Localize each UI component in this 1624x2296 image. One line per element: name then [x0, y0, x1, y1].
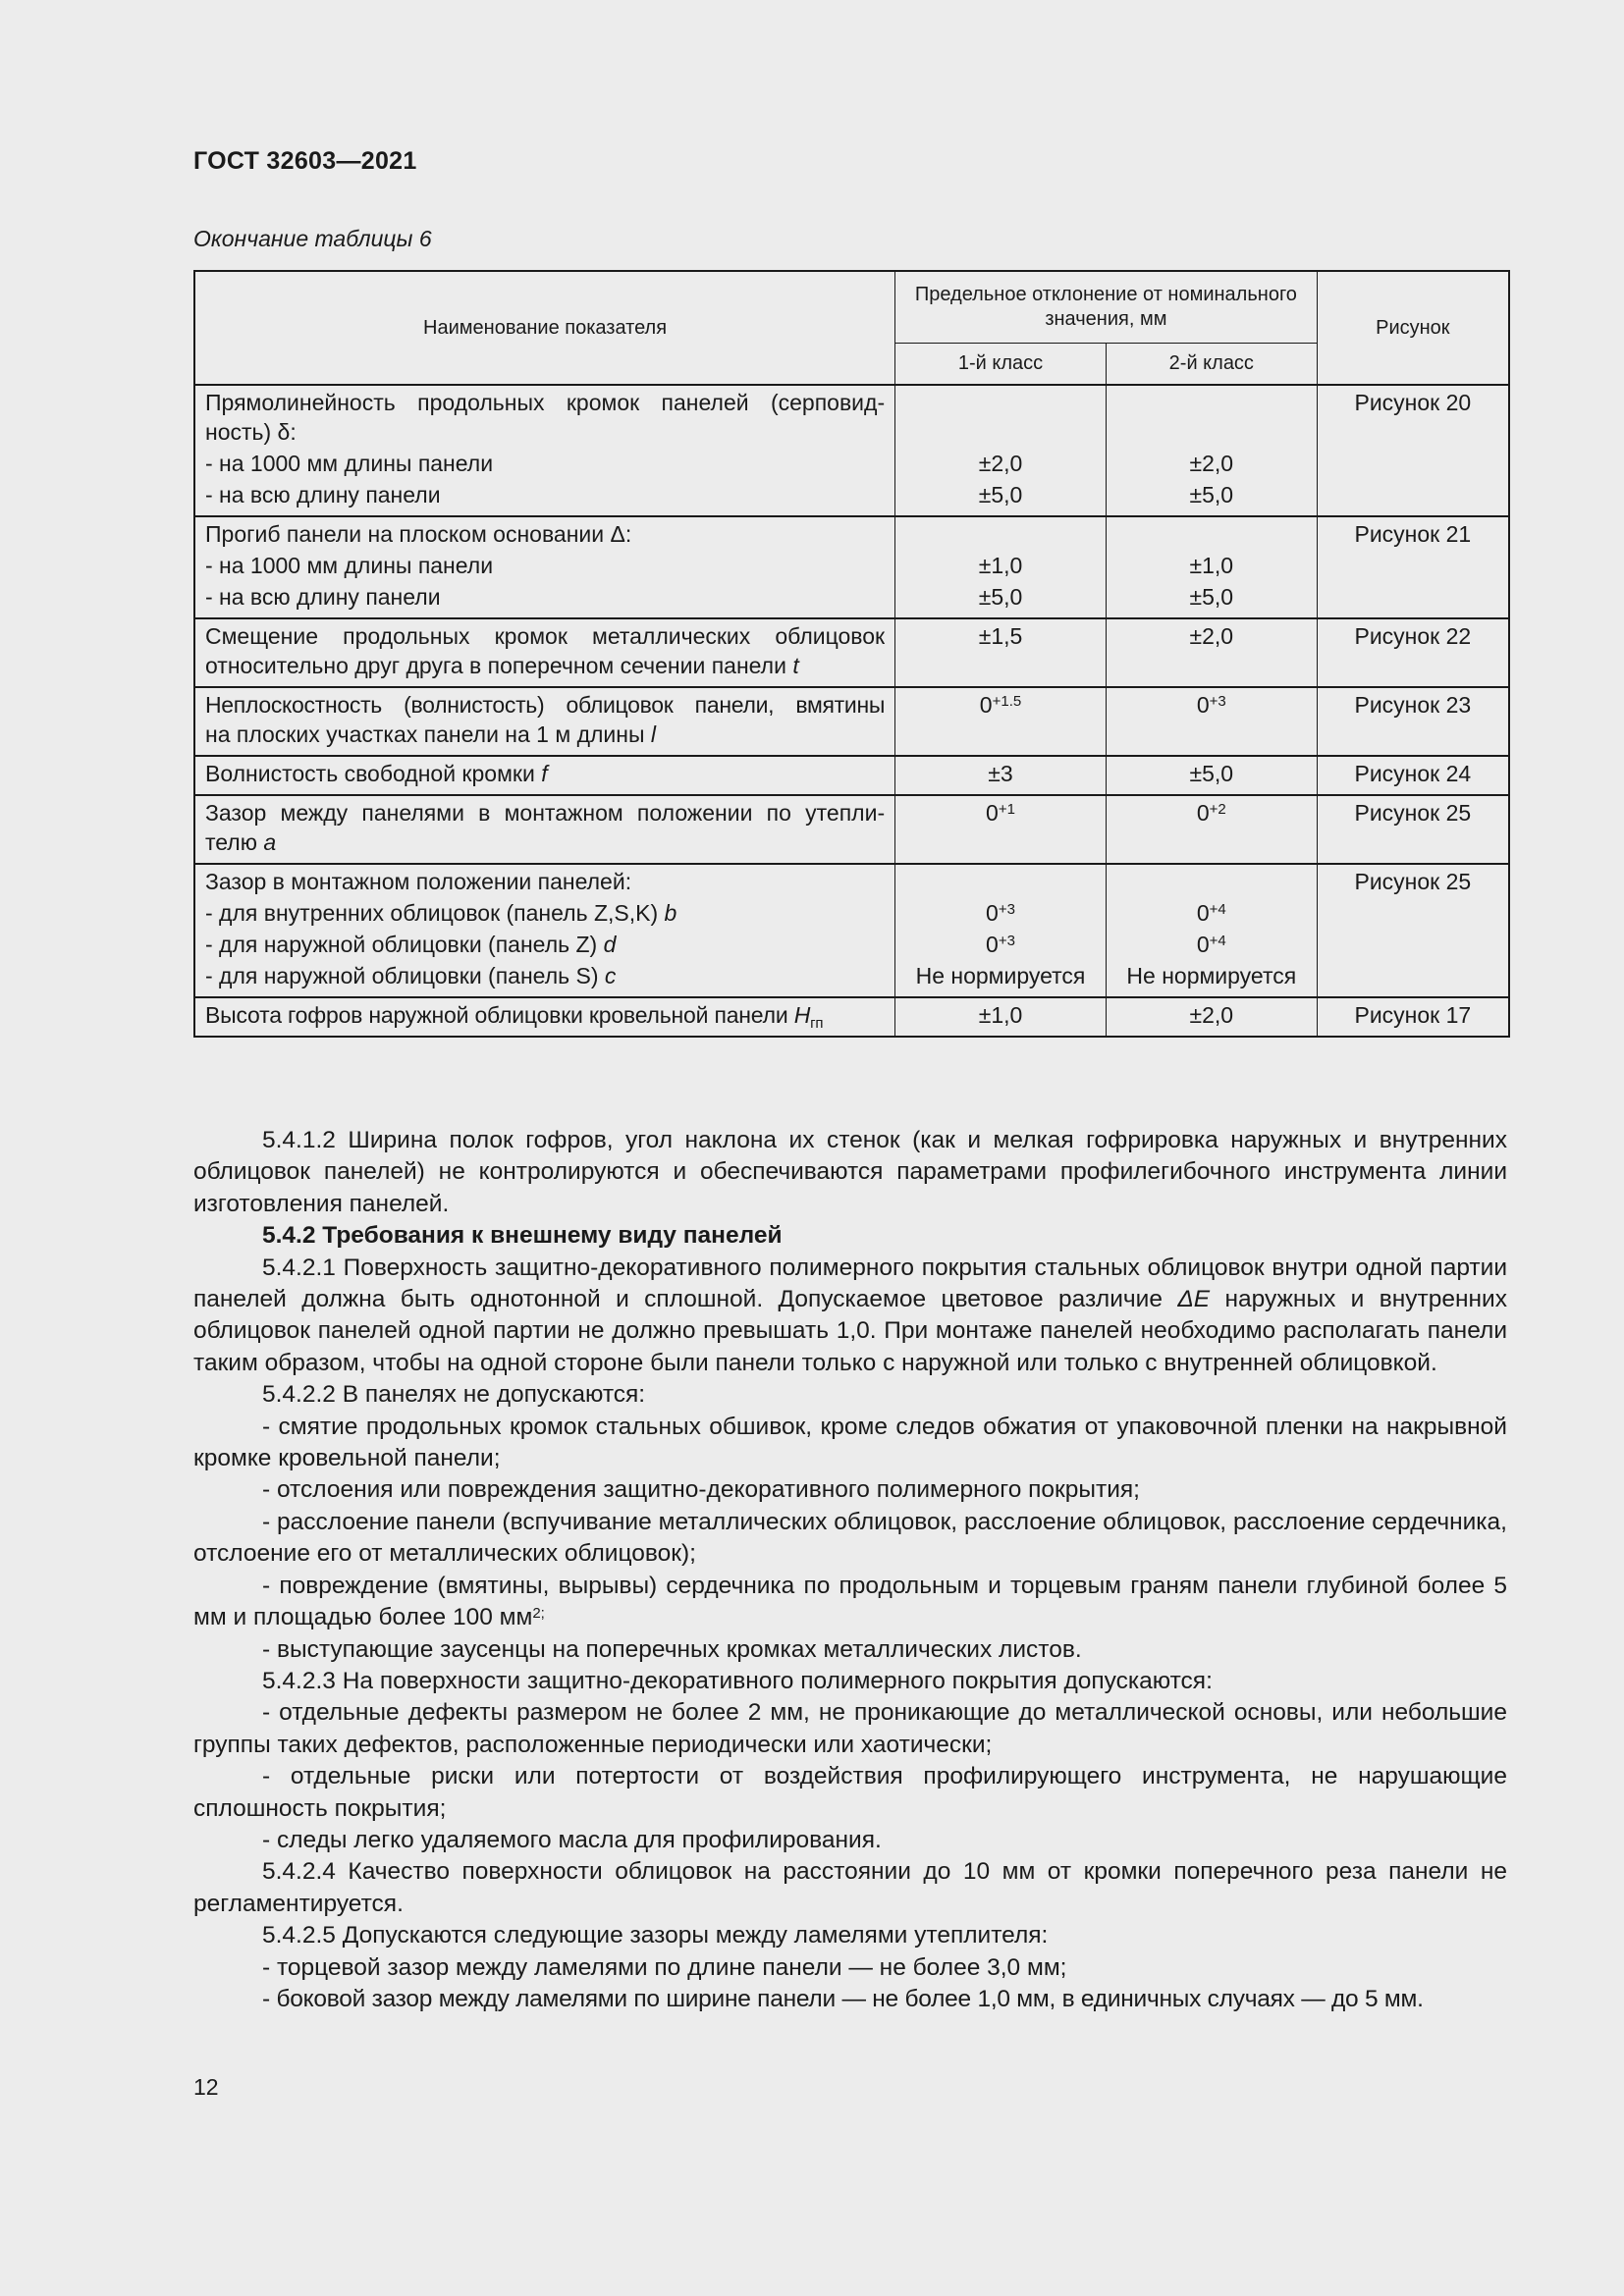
table-cell-figure: Рисунок 25 — [1317, 864, 1509, 997]
table-cell-class1: ±1,0 — [895, 997, 1107, 1037]
paragraph: 5.4.2.4 Качество поверхности облицовок на расстоянии до 10 мм от кромки поперечного реза панели не регламентируется. — [193, 1858, 1507, 1917]
variable-t: t — [792, 653, 799, 678]
table-group-deflection — [194, 516, 1509, 618]
value-base: 0 — [986, 900, 999, 926]
table-group-corrugation-height — [194, 997, 1509, 1037]
variable-b: b — [664, 900, 677, 926]
col-header-class2: 2-й класс — [1106, 343, 1317, 385]
table-row-label: - на всю длину панели — [194, 580, 895, 618]
table-cell-class1: ±5,0 — [895, 580, 1107, 618]
list-item: - смятие продольных кромок стальных обшивок, кроме следов обжатия от упаковочной пленки на накрывной кромке кровельной панели; — [193, 1413, 1507, 1472]
list-item: - отдельные дефекты размером не более 2 мм, не проникающие до металлической основы, или небольшие группы таких дефектов, расположенные периодически или хаотически; — [193, 1699, 1507, 1758]
table-cell-class2 — [1106, 516, 1317, 549]
table-row-label — [194, 928, 895, 959]
table-cell-class2: Не нормируется — [1106, 959, 1317, 997]
row-title-line: Прямолинейность продольных кромок панелей (серповид- — [205, 390, 886, 415]
row-text-line: телю — [205, 829, 264, 855]
row-text: Высота гофров наружной облицовки кровельной панели — [205, 1002, 794, 1028]
paragraph-text: наружных и внутренних облицовок панелей одной партии не должно превышать 1,0. При монтаже панелей необходимо располагать панели таким образом, чтобы на одной стороне были панели только с наружной или только с внутренней облицовкой. — [193, 1286, 1507, 1376]
list-item: - расслоение панели (вспучивание металлических облицовок, расслоение облицовок, расслоение сердечника, отслоение его от металлических облицовок); — [193, 1508, 1507, 1568]
table-cell-class1: ±3 — [895, 756, 1107, 795]
value-base: 0 — [986, 932, 999, 957]
paragraph: 5.4.2.3 На поверхности защитно-декоративного полимерного покрытия допускаются: — [262, 1667, 1213, 1694]
row-text-line: на плоских участках панели на 1 м длины — [205, 721, 651, 747]
value-base: 0 — [1196, 692, 1210, 718]
paragraph: 5.4.1.2 Ширина полок гофров, угол наклона их стенок (как и мелкая гофрировка наружных и внутренних облицовок панелей) не контролируются и обеспечиваются параметрами профилегибочного инструмента линии изготовления панелей. — [193, 1127, 1507, 1217]
variable-d: d — [603, 932, 617, 957]
paragraph — [193, 1253, 1507, 1380]
value-tolerance: +4 — [1209, 933, 1226, 949]
table-group-edge-offset — [194, 618, 1509, 687]
table-cell-class2: ±2,0 — [1106, 447, 1317, 478]
table-cell-class1: ±5,0 — [895, 478, 1107, 516]
table-cell-class1 — [895, 516, 1107, 549]
list-item: - боковой зазор между ламелями по ширине панели — не более 1,0 мм, в единичных случаях — до 5 мм. — [262, 1985, 1424, 2012]
variable-a: a — [263, 829, 277, 855]
table-group-straightness — [194, 385, 1509, 516]
row-label-text: - для наружной облицовки (панель S) — [205, 963, 605, 988]
value-tolerance: +1.5 — [992, 693, 1022, 710]
table-cell-class1 — [895, 864, 1107, 896]
table-cell-name — [194, 795, 895, 864]
value-tolerance: +1 — [998, 801, 1015, 818]
table-row-title: Зазор в монтажном положении панелей: — [194, 864, 895, 896]
list-item: - торцевой зазор между ламелями по длине панели — не более 3,0 мм; — [262, 1953, 1067, 1981]
value-base: 0 — [1196, 800, 1210, 826]
table-cell-class2 — [1106, 928, 1317, 959]
row-text-line: относительно друг друга в поперечном сечении панели — [205, 653, 793, 678]
table-group-flatness — [194, 687, 1509, 756]
table-group-edge-waviness — [194, 756, 1509, 795]
list-item: - следы легко удаляемого масла для профилирования. — [262, 1826, 882, 1853]
table-6 — [193, 270, 1510, 1038]
table-group-mounting-gap — [194, 864, 1509, 997]
row-text-line: Смещение продольных кромок металлических облицовок — [205, 623, 886, 649]
table-row-label — [194, 896, 895, 928]
table-row-label: - на 1000 мм длины панели — [194, 549, 895, 580]
table-cell-figure: Рисунок 21 — [1317, 516, 1509, 618]
variable-h-subscript: гп — [810, 1015, 824, 1032]
table-cell-name — [194, 687, 895, 756]
value-tolerance: +3 — [998, 933, 1015, 949]
table-caption: Окончание таблицы 6 — [193, 226, 432, 251]
table-cell-name — [194, 756, 895, 795]
row-text: Волнистость свободной кромки — [205, 761, 542, 786]
table-cell-class2 — [1106, 687, 1317, 756]
table-row-title: Прогиб панели на плоском основании Δ: — [194, 516, 895, 549]
table-cell-figure: Рисунок 23 — [1317, 687, 1509, 756]
value-tolerance: +3 — [1209, 693, 1226, 710]
table-cell-figure: Рисунок 20 — [1317, 385, 1509, 516]
table-cell-class2 — [1106, 795, 1317, 864]
table-cell-class2: ±5,0 — [1106, 580, 1317, 618]
table-cell-class2: ±1,0 — [1106, 549, 1317, 580]
table-cell-class1: ±1,5 — [895, 618, 1107, 687]
table-cell-figure: Рисунок 22 — [1317, 618, 1509, 687]
list-item: - отдельные риски или потертости от воздействия профилирующего инструмента, не нарушающие сплошность покрытия; — [193, 1763, 1507, 1822]
table-row-label: - на 1000 мм длины панели — [194, 447, 895, 478]
row-label-text: - для внутренних облицовок (панель Z,S,K) — [205, 900, 665, 926]
table-cell-name — [194, 385, 895, 447]
table-cell-class1 — [895, 896, 1107, 928]
value-base: 0 — [986, 800, 999, 826]
table-cell-class2 — [1106, 864, 1317, 896]
value-base: 0 — [979, 692, 993, 718]
table-cell-figure: Рисунок 24 — [1317, 756, 1509, 795]
table-cell-name — [194, 997, 895, 1037]
paragraph: 5.4.2.5 Допускаются следующие зазоры между ламелями утеплителя: — [262, 1922, 1049, 1949]
value-tolerance: +3 — [998, 901, 1015, 918]
col-header-figure: Рисунок — [1317, 271, 1509, 385]
paragraph-text: 5.4.2.1 Поверхность защитно-декоративного полимерного покрытия стальных облицовок внутри одной партии панелей должна быть однотонной и сплошной. Допускаемое цветовое различие — [193, 1254, 1507, 1313]
col-header-deviation: Предельное отклонение от номинального значения, мм — [895, 271, 1318, 343]
value-tolerance: +4 — [1209, 901, 1226, 918]
table-cell-class2 — [1106, 385, 1317, 447]
table-cell-class2: ±2,0 — [1106, 618, 1317, 687]
table-cell-class1 — [895, 928, 1107, 959]
table-cell-class2: ±2,0 — [1106, 997, 1317, 1037]
col-header-name: Наименование показателя — [194, 271, 895, 385]
table-cell-figure: Рисунок 17 — [1317, 997, 1509, 1037]
table-row-label: - на всю длину панели — [194, 478, 895, 516]
table-cell-class1 — [895, 385, 1107, 447]
section-heading: 5.4.2 Требования к внешнему виду панелей — [262, 1222, 783, 1250]
row-label-text: - для наружной облицовки (панель Z) — [205, 932, 604, 957]
table-cell-name — [194, 618, 895, 687]
table-cell-class2 — [1106, 896, 1317, 928]
table-row-label — [194, 959, 895, 997]
page-number: 12 — [193, 2074, 219, 2100]
superscript: 2; — [532, 1605, 545, 1623]
table-cell-class2: ±5,0 — [1106, 478, 1317, 516]
variable-l: l — [650, 721, 657, 747]
row-title-line: ность) δ: — [205, 419, 297, 445]
paragraph-text: - повреждение (вмятины, вырывы) сердечника по продольным и торцевым граням панели глубиной более 5 мм и площадью более 100 мм — [193, 1572, 1507, 1631]
table-cell-class1: Не нормируется — [895, 959, 1107, 997]
value-tolerance: +2 — [1209, 801, 1226, 818]
document-id: ГОСТ 32603—2021 — [193, 147, 417, 175]
table-cell-class1: ±2,0 — [895, 447, 1107, 478]
list-item: - отслоения или повреждения защитно-декоративного полимерного покрытия; — [262, 1476, 1140, 1504]
body-text — [193, 1125, 1507, 2015]
value-base: 0 — [1196, 932, 1210, 957]
table-group-insulation-gap — [194, 795, 1509, 864]
table-cell-figure: Рисунок 25 — [1317, 795, 1509, 864]
row-text-line: Зазор между панелями в монтажном положении по утепли- — [205, 800, 886, 826]
variable-f: f — [541, 761, 548, 786]
col-header-class1: 1-й класс — [895, 343, 1107, 385]
row-text-line: Неплоскостность (волнистость) облицовок панели, вмятины — [205, 692, 886, 718]
list-item: - выступающие заусенцы на поперечных кромках металлических листов. — [262, 1635, 1082, 1663]
table-cell-class1 — [895, 795, 1107, 864]
variable-h: H — [793, 1002, 811, 1028]
variable-c: c — [604, 963, 617, 988]
table-cell-class1 — [895, 687, 1107, 756]
table-cell-class1: ±1,0 — [895, 549, 1107, 580]
variable-delta-e: ΔE — [1177, 1286, 1211, 1313]
paragraph: 5.4.2.2 В панелях не допускаются: — [262, 1381, 646, 1409]
list-item — [193, 1571, 1507, 1634]
value-base: 0 — [1196, 900, 1210, 926]
table-cell-class2: ±5,0 — [1106, 756, 1317, 795]
